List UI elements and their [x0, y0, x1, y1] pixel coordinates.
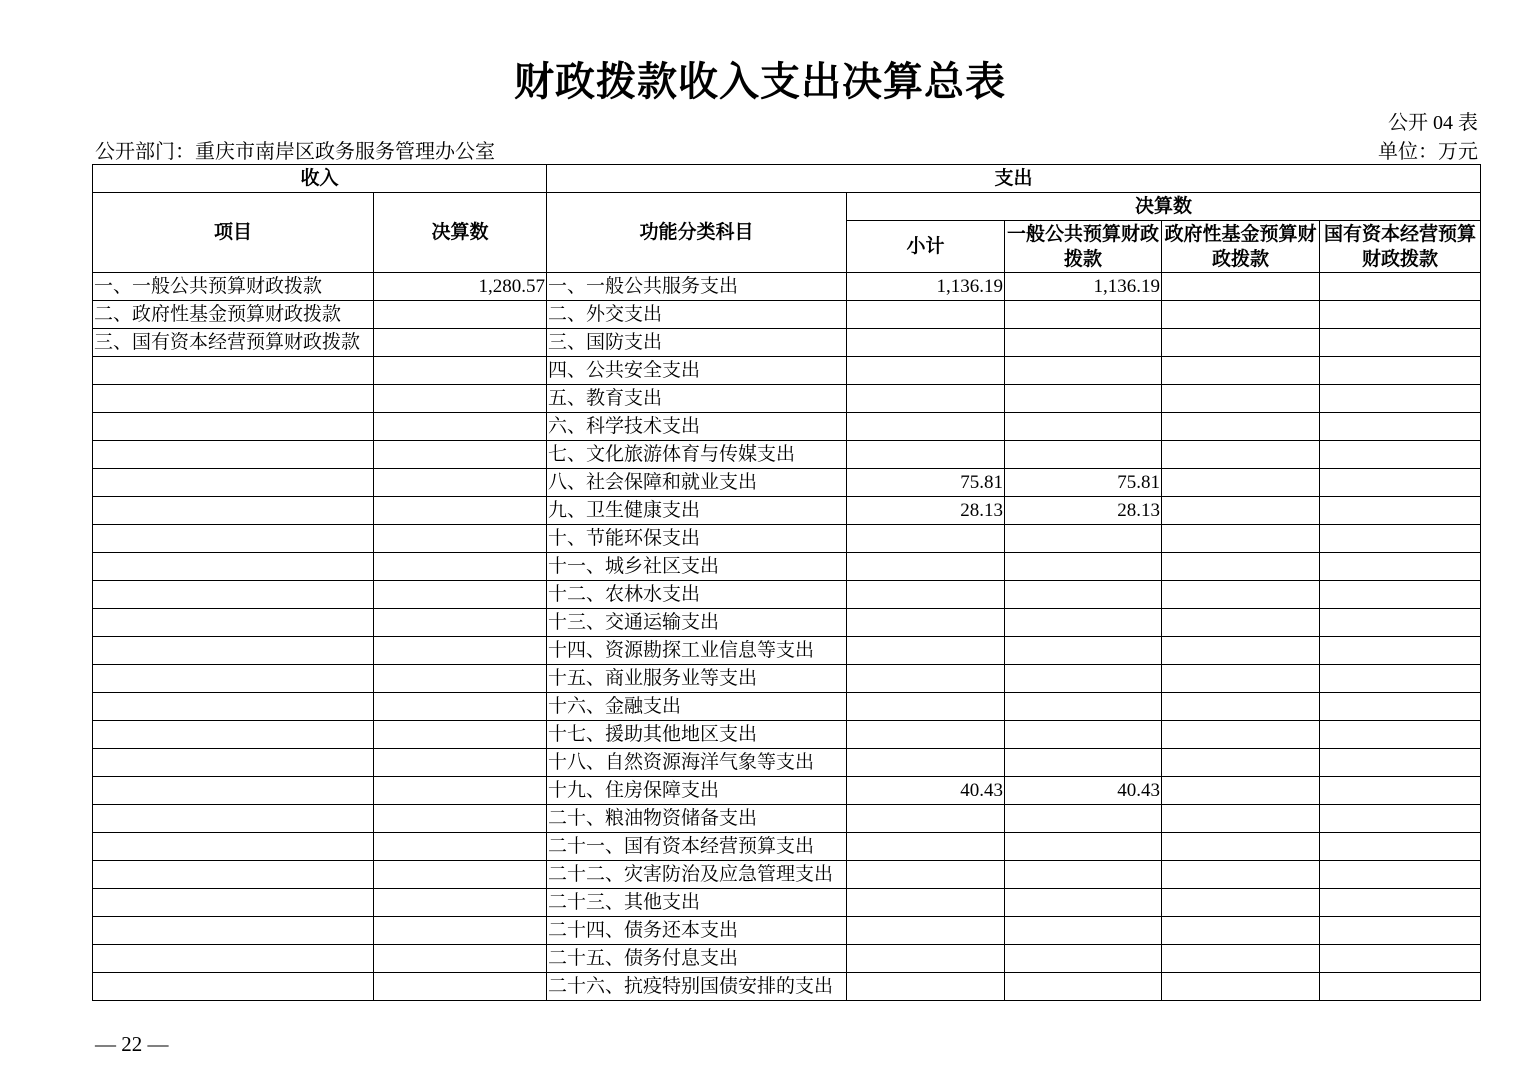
subtotal-cell [847, 329, 1005, 357]
gov-fund-cell [1162, 637, 1320, 665]
general-budget-cell [1005, 329, 1162, 357]
general-budget-cell [1005, 413, 1162, 441]
state-capital-cell [1320, 749, 1481, 777]
table-row [93, 945, 1481, 973]
page-title: 财政拨款收入支出决算总表 [514, 59, 1006, 104]
income-amount-cell [374, 665, 547, 693]
income-amount-cell [374, 889, 547, 917]
subtotal-cell [847, 413, 1005, 441]
income-item-cell [93, 749, 374, 777]
subtotal-cell [847, 441, 1005, 469]
general-budget-cell [1005, 301, 1162, 329]
income-amount-cell [374, 637, 547, 665]
general-budget-cell: 75.81 [1005, 469, 1162, 497]
income-item-cell [93, 833, 374, 861]
general-budget-cell [1005, 693, 1162, 721]
general-budget-cell [1005, 357, 1162, 385]
table-row [93, 301, 1481, 329]
state-capital-cell [1320, 497, 1481, 525]
subtotal-cell [847, 581, 1005, 609]
gov-fund-cell [1162, 357, 1320, 385]
expense-item-cell: 二十二、灾害防治及应急管理支出 [547, 861, 847, 889]
income-amount-cell [374, 301, 547, 329]
general-budget-cell [1005, 525, 1162, 553]
income-amount-cell [374, 413, 547, 441]
state-capital-cell [1320, 665, 1481, 693]
income-item-cell [93, 441, 374, 469]
header-state-capital: 国有资本经营预算财政拨款 [1320, 221, 1481, 273]
income-item-cell [93, 721, 374, 749]
gov-fund-cell [1162, 889, 1320, 917]
header-expense: 支出 [547, 165, 1481, 193]
state-capital-cell [1320, 973, 1481, 1001]
subtotal-cell [847, 861, 1005, 889]
income-amount-cell [374, 581, 547, 609]
subtotal-cell [847, 525, 1005, 553]
table-row [93, 805, 1481, 833]
state-capital-cell [1320, 385, 1481, 413]
income-amount-cell [374, 917, 547, 945]
table-row [93, 861, 1481, 889]
income-item-cell [93, 497, 374, 525]
expense-item-cell: 二十、粮油物资储备支出 [547, 805, 847, 833]
income-item-cell [93, 609, 374, 637]
gov-fund-cell [1162, 945, 1320, 973]
income-amount-cell [374, 777, 547, 805]
subtotal-cell [847, 973, 1005, 1001]
general-budget-cell [1005, 945, 1162, 973]
income-amount-cell [374, 357, 547, 385]
subtotal-cell [847, 721, 1005, 749]
page-number: — 22 — [95, 1032, 169, 1056]
expense-item-cell: 十八、自然资源海洋气象等支出 [547, 749, 847, 777]
table-row [93, 721, 1481, 749]
income-amount-cell [374, 945, 547, 973]
header-gov-fund: 政府性基金预算财政拨款 [1162, 221, 1320, 273]
subtotal-cell [847, 889, 1005, 917]
income-amount-cell [374, 329, 547, 357]
table-row [93, 609, 1481, 637]
income-item-cell [93, 945, 374, 973]
income-item-cell: 三、国有资本经营预算财政拨款 [93, 329, 374, 357]
table-row [93, 693, 1481, 721]
income-item-cell [93, 525, 374, 553]
income-amount-cell [374, 497, 547, 525]
subtotal-cell [847, 917, 1005, 945]
income-item-cell [93, 413, 374, 441]
income-amount-cell [374, 749, 547, 777]
expense-item-cell: 五、教育支出 [547, 385, 847, 413]
gov-fund-cell [1162, 301, 1320, 329]
header-item: 项目 [93, 193, 374, 273]
state-capital-cell [1320, 721, 1481, 749]
state-capital-cell [1320, 861, 1481, 889]
general-budget-cell [1005, 833, 1162, 861]
general-budget-cell: 40.43 [1005, 777, 1162, 805]
state-capital-cell [1320, 441, 1481, 469]
gov-fund-cell [1162, 413, 1320, 441]
general-budget-cell [1005, 665, 1162, 693]
subtotal-cell: 40.43 [847, 777, 1005, 805]
income-amount-cell [374, 469, 547, 497]
income-item-cell [93, 861, 374, 889]
income-item-cell [93, 693, 374, 721]
general-budget-cell [1005, 721, 1162, 749]
table-row [93, 833, 1481, 861]
gov-fund-cell [1162, 833, 1320, 861]
income-amount-cell [374, 833, 547, 861]
gov-fund-cell [1162, 861, 1320, 889]
expense-item-cell: 四、公共安全支出 [547, 357, 847, 385]
department-label: 公开部门：重庆市南岸区政务服务管理办公室 [95, 141, 495, 163]
state-capital-cell [1320, 777, 1481, 805]
state-capital-cell [1320, 833, 1481, 861]
subtotal-cell [847, 357, 1005, 385]
income-item-cell [93, 665, 374, 693]
table-row [93, 665, 1481, 693]
gov-fund-cell [1162, 385, 1320, 413]
state-capital-cell [1320, 805, 1481, 833]
income-item-cell [93, 973, 374, 1001]
expense-item-cell: 六、科学技术支出 [547, 413, 847, 441]
gov-fund-cell [1162, 525, 1320, 553]
expense-item-cell: 二、外交支出 [547, 301, 847, 329]
state-capital-cell [1320, 889, 1481, 917]
income-item-cell [93, 917, 374, 945]
subtotal-cell: 75.81 [847, 469, 1005, 497]
gov-fund-cell [1162, 777, 1320, 805]
expense-item-cell: 三、国防支出 [547, 329, 847, 357]
header-amount: 决算数 [374, 193, 547, 273]
table-row [93, 385, 1481, 413]
state-capital-cell [1320, 329, 1481, 357]
general-budget-cell [1005, 637, 1162, 665]
table-row [93, 889, 1481, 917]
gov-fund-cell [1162, 973, 1320, 1001]
state-capital-cell [1320, 553, 1481, 581]
income-amount-cell [374, 973, 547, 1001]
state-capital-cell [1320, 917, 1481, 945]
subtotal-cell [847, 693, 1005, 721]
expense-item-cell: 二十五、债务付息支出 [547, 945, 847, 973]
gov-fund-cell [1162, 553, 1320, 581]
income-item-cell [93, 469, 374, 497]
header-subtotal: 小计 [847, 221, 1005, 273]
gov-fund-cell [1162, 497, 1320, 525]
expense-item-cell: 九、卫生健康支出 [547, 497, 847, 525]
expense-item-cell: 二十四、债务还本支出 [547, 917, 847, 945]
general-budget-cell [1005, 553, 1162, 581]
header-final-amount: 决算数 [847, 193, 1481, 221]
gov-fund-cell [1162, 665, 1320, 693]
subtotal-cell: 1,136.19 [847, 273, 1005, 301]
subtotal-cell: 28.13 [847, 497, 1005, 525]
general-budget-cell [1005, 973, 1162, 1001]
expense-item-cell: 八、社会保障和就业支出 [547, 469, 847, 497]
gov-fund-cell [1162, 749, 1320, 777]
table-row [93, 637, 1481, 665]
income-amount-cell [374, 721, 547, 749]
subtotal-cell [847, 749, 1005, 777]
table-row [93, 749, 1481, 777]
income-amount-cell [374, 441, 547, 469]
state-capital-cell [1320, 357, 1481, 385]
income-amount-cell [374, 553, 547, 581]
general-budget-cell [1005, 749, 1162, 777]
income-amount-cell [374, 525, 547, 553]
header-func-category: 功能分类科目 [547, 193, 847, 273]
subtotal-cell [847, 553, 1005, 581]
table-row [93, 777, 1481, 805]
income-amount-cell: 1,280.57 [374, 273, 547, 301]
header-income: 收入 [93, 165, 547, 193]
expense-item-cell: 十九、住房保障支出 [547, 777, 847, 805]
income-item-cell [93, 385, 374, 413]
table-row [93, 525, 1481, 553]
expense-item-cell: 二十六、抗疫特别国债安排的支出 [547, 973, 847, 1001]
general-budget-cell [1005, 385, 1162, 413]
gov-fund-cell [1162, 917, 1320, 945]
table-row [93, 441, 1481, 469]
table-row [93, 497, 1481, 525]
income-item-cell: 二、政府性基金预算财政拨款 [93, 301, 374, 329]
income-item-cell [93, 581, 374, 609]
unit-label: 单位：万元 [1378, 141, 1478, 163]
expense-item-cell: 十一、城乡社区支出 [547, 553, 847, 581]
state-capital-cell [1320, 301, 1481, 329]
general-budget-cell [1005, 917, 1162, 945]
general-budget-cell [1005, 805, 1162, 833]
general-budget-cell: 1,136.19 [1005, 273, 1162, 301]
form-number: 公开 04 表 [1388, 112, 1478, 134]
expense-item-cell: 十、节能环保支出 [547, 525, 847, 553]
expense-item-cell: 十五、商业服务业等支出 [547, 665, 847, 693]
income-item-cell [93, 553, 374, 581]
income-item-cell [93, 805, 374, 833]
table-row [93, 917, 1481, 945]
general-budget-cell [1005, 441, 1162, 469]
state-capital-cell [1320, 525, 1481, 553]
subtotal-cell [847, 833, 1005, 861]
income-item-cell [93, 777, 374, 805]
income-amount-cell [374, 609, 547, 637]
general-budget-cell [1005, 581, 1162, 609]
expense-item-cell: 一、一般公共服务支出 [547, 273, 847, 301]
subtotal-cell [847, 609, 1005, 637]
expense-item-cell: 十七、援助其他地区支出 [547, 721, 847, 749]
header-general-budget: 一般公共预算财政拨款 [1005, 221, 1162, 273]
expense-item-cell: 十四、资源勘探工业信息等支出 [547, 637, 847, 665]
table-row [93, 973, 1481, 1001]
gov-fund-cell [1162, 469, 1320, 497]
expense-item-cell: 十三、交通运输支出 [547, 609, 847, 637]
expense-item-cell: 二十一、国有资本经营预算支出 [547, 833, 847, 861]
state-capital-cell [1320, 413, 1481, 441]
income-amount-cell [374, 385, 547, 413]
income-item-cell: 一、一般公共预算财政拨款 [93, 273, 374, 301]
budget-table [92, 164, 1481, 1001]
state-capital-cell [1320, 273, 1481, 301]
gov-fund-cell [1162, 441, 1320, 469]
state-capital-cell [1320, 637, 1481, 665]
state-capital-cell [1320, 609, 1481, 637]
state-capital-cell [1320, 693, 1481, 721]
expense-item-cell: 七、文化旅游体育与传媒支出 [547, 441, 847, 469]
state-capital-cell [1320, 581, 1481, 609]
general-budget-cell: 28.13 [1005, 497, 1162, 525]
gov-fund-cell [1162, 581, 1320, 609]
gov-fund-cell [1162, 805, 1320, 833]
gov-fund-cell [1162, 273, 1320, 301]
subtotal-cell [847, 665, 1005, 693]
general-budget-cell [1005, 889, 1162, 917]
table-row [93, 329, 1481, 357]
subtotal-cell [847, 637, 1005, 665]
subtotal-cell [847, 301, 1005, 329]
subtotal-cell [847, 945, 1005, 973]
gov-fund-cell [1162, 329, 1320, 357]
expense-item-cell: 十六、金融支出 [547, 693, 847, 721]
gov-fund-cell [1162, 693, 1320, 721]
income-item-cell [93, 357, 374, 385]
general-budget-cell [1005, 861, 1162, 889]
gov-fund-cell [1162, 609, 1320, 637]
table-row [93, 273, 1481, 301]
subtotal-cell [847, 805, 1005, 833]
expense-item-cell: 十二、农林水支出 [547, 581, 847, 609]
table-row [93, 469, 1481, 497]
state-capital-cell [1320, 945, 1481, 973]
income-amount-cell [374, 805, 547, 833]
table-row [93, 581, 1481, 609]
income-item-cell [93, 637, 374, 665]
general-budget-cell [1005, 609, 1162, 637]
gov-fund-cell [1162, 721, 1320, 749]
state-capital-cell [1320, 469, 1481, 497]
income-item-cell [93, 889, 374, 917]
table-row [93, 553, 1481, 581]
subtotal-cell [847, 385, 1005, 413]
table-row [93, 357, 1481, 385]
table-row [93, 413, 1481, 441]
income-amount-cell [374, 693, 547, 721]
income-amount-cell [374, 861, 547, 889]
expense-item-cell: 二十三、其他支出 [547, 889, 847, 917]
